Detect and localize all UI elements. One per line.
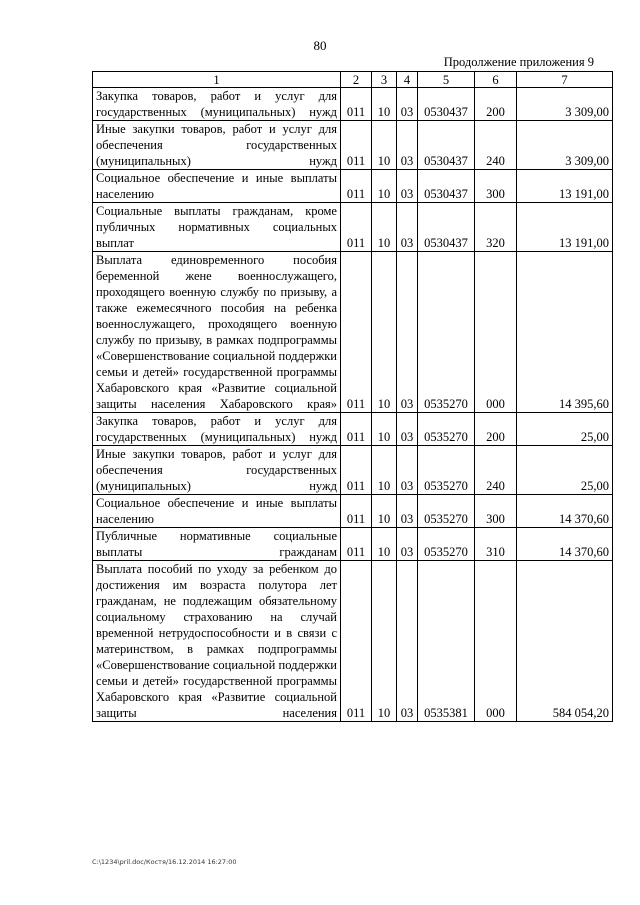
cell-subsection: 03 xyxy=(397,88,418,121)
row-name: Социальное обеспечение и иные выплаты населению xyxy=(93,170,341,203)
cell-expense-type: 300 xyxy=(475,170,517,203)
cell-target-article: 0535270 xyxy=(418,252,475,413)
cell-expense-type: 200 xyxy=(475,413,517,446)
cell-target-article: 0535270 xyxy=(418,495,475,528)
table-row xyxy=(93,413,613,446)
table-row xyxy=(93,88,613,121)
cell-target-article: 0530437 xyxy=(418,121,475,170)
cell-expense-type: 000 xyxy=(475,561,517,722)
table-row xyxy=(93,561,613,722)
table-row xyxy=(93,495,613,528)
continuation-label: Продолжение приложения 9 xyxy=(443,55,594,69)
row-name: Выплата единовременного пособия беременной жене военнослужащего, проходящего военную службу по призыву, а также ежемесячного пособия на ребенка военнослужащего, проходящего военную службу по призыву, в рамках подпрограммы «Совершенствование социальной поддержки семьи и детей» государственной программы Хабаровского края «Развитие социальной защиты населения Хабаровского края» xyxy=(93,252,341,413)
cell-ministry: 011 xyxy=(341,203,372,252)
cell-section: 10 xyxy=(372,170,397,203)
cell-section: 10 xyxy=(372,446,397,495)
cell-target-article: 0535270 xyxy=(418,528,475,561)
cell-ministry: 011 xyxy=(341,528,372,561)
row-name: Иные закупки товаров, работ и услуг для обеспечения государственных (муниципальных) нужд xyxy=(93,446,341,495)
table-row xyxy=(93,121,613,170)
cell-subsection: 03 xyxy=(397,203,418,252)
column-header: 4 xyxy=(397,72,418,88)
cell-target-article: 0530437 xyxy=(418,88,475,121)
document-path-footer: C:\1234\pril.doc/Костя/16.12.2014 16:27:00 xyxy=(92,858,237,866)
table-row xyxy=(93,203,613,252)
row-name: Выплата пособий по уходу за ребенком до достижения им возраста полутора лет гражданам, не подлежащим обязательному социальному страхованию на случай временной нетрудоспособности и в связи с материнством, в рамках подпрограммы «Совершенствование социальной поддержки семьи и детей» государственной программы Хабаровского края «Развитие социальной защиты населения xyxy=(93,561,341,722)
cell-ministry: 011 xyxy=(341,170,372,203)
cell-ministry: 011 xyxy=(341,88,372,121)
cell-ministry: 011 xyxy=(341,495,372,528)
cell-ministry: 011 xyxy=(341,446,372,495)
cell-target-article: 0530437 xyxy=(418,170,475,203)
cell-subsection: 03 xyxy=(397,170,418,203)
budget-table xyxy=(92,71,613,722)
column-header: 2 xyxy=(341,72,372,88)
cell-expense-type: 000 xyxy=(475,252,517,413)
cell-section: 10 xyxy=(372,252,397,413)
cell-section: 10 xyxy=(372,203,397,252)
cell-target-article: 0535270 xyxy=(418,446,475,495)
row-name: Социальные выплаты гражданам, кроме публичных нормативных социальных выплат xyxy=(93,203,341,252)
cell-section: 10 xyxy=(372,413,397,446)
cell-amount: 25,00 xyxy=(517,446,613,495)
cell-ministry: 011 xyxy=(341,561,372,722)
page-number: 80 xyxy=(313,38,327,53)
cell-target-article: 0535270 xyxy=(418,413,475,446)
cell-amount: 25,00 xyxy=(517,413,613,446)
cell-amount: 584 054,20 xyxy=(517,561,613,722)
cell-amount: 14 370,60 xyxy=(517,495,613,528)
cell-amount: 14 370,60 xyxy=(517,528,613,561)
cell-subsection: 03 xyxy=(397,413,418,446)
cell-subsection: 03 xyxy=(397,528,418,561)
cell-subsection: 03 xyxy=(397,121,418,170)
cell-subsection: 03 xyxy=(397,495,418,528)
cell-expense-type: 240 xyxy=(475,446,517,495)
cell-amount: 3 309,00 xyxy=(517,88,613,121)
cell-expense-type: 300 xyxy=(475,495,517,528)
cell-subsection: 03 xyxy=(397,561,418,722)
cell-ministry: 011 xyxy=(341,413,372,446)
cell-amount: 14 395,60 xyxy=(517,252,613,413)
row-name: Закупка товаров, работ и услуг для государственных (муниципальных) нужд xyxy=(93,88,341,121)
cell-target-article: 0530437 xyxy=(418,203,475,252)
cell-expense-type: 320 xyxy=(475,203,517,252)
cell-ministry: 011 xyxy=(341,121,372,170)
table-header-row xyxy=(93,72,613,88)
column-header: 6 xyxy=(475,72,517,88)
column-header: 7 xyxy=(517,72,613,88)
cell-subsection: 03 xyxy=(397,252,418,413)
table-row xyxy=(93,528,613,561)
cell-amount: 3 309,00 xyxy=(517,121,613,170)
column-header: 5 xyxy=(418,72,475,88)
row-name: Иные закупки товаров, работ и услуг для обеспечения государственных (муниципальных) нужд xyxy=(93,121,341,170)
cell-expense-type: 200 xyxy=(475,88,517,121)
cell-section: 10 xyxy=(372,495,397,528)
cell-expense-type: 240 xyxy=(475,121,517,170)
cell-expense-type: 310 xyxy=(475,528,517,561)
cell-amount: 13 191,00 xyxy=(517,203,613,252)
cell-section: 10 xyxy=(372,561,397,722)
cell-subsection: 03 xyxy=(397,446,418,495)
table-row xyxy=(93,446,613,495)
table-row xyxy=(93,252,613,413)
cell-target-article: 0535381 xyxy=(418,561,475,722)
row-name: Публичные нормативные социальные выплаты гражданам xyxy=(93,528,341,561)
cell-ministry: 011 xyxy=(341,252,372,413)
column-header: 3 xyxy=(372,72,397,88)
column-header: 1 xyxy=(93,72,341,88)
table-row xyxy=(93,170,613,203)
row-name: Социальное обеспечение и иные выплаты населению xyxy=(93,495,341,528)
cell-section: 10 xyxy=(372,88,397,121)
row-name: Закупка товаров, работ и услуг для государственных (муниципальных) нужд xyxy=(93,413,341,446)
cell-section: 10 xyxy=(372,528,397,561)
cell-amount: 13 191,00 xyxy=(517,170,613,203)
cell-section: 10 xyxy=(372,121,397,170)
